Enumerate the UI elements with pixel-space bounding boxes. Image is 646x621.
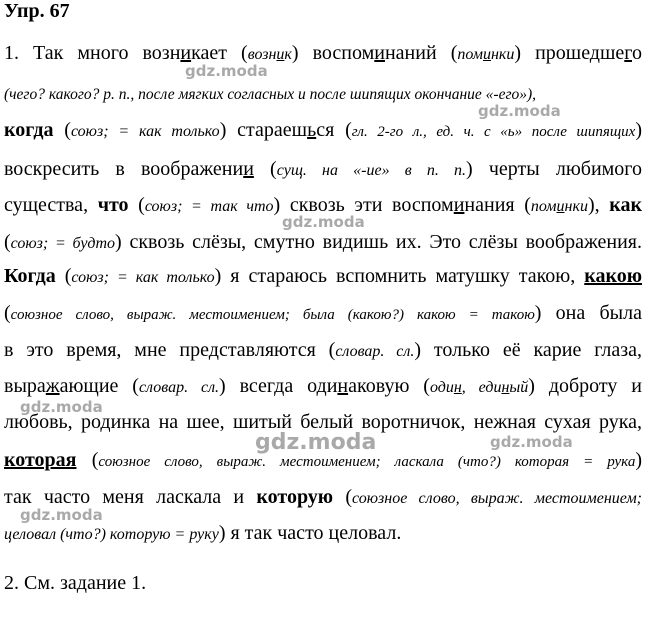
watermark: gdz.moda — [20, 506, 103, 524]
text-line-7: Когда (союз; = как только) я стараюсь вспомнить матушку такою, какою — [4, 265, 642, 287]
text-line-8: (союзное слово, выраж. местоимением; была (какою?) какою = такою) она была — [4, 302, 642, 324]
text-line-3: когда (союз; = как только) стараешься (гл. 2-го л., ед. ч. с «ь» после шипящих) — [4, 119, 642, 141]
exercise-title: Упр. 67 — [4, 0, 70, 22]
text-line-14: целовал (что?) которую = руку) я так часто целовал. — [4, 522, 402, 544]
text-line-5: существа, что (союз; = так что) сквозь эти воспоминания (поминки), как — [4, 194, 642, 216]
text-line-4: воскресить в воображении (сущ. на «-ие» в п. п.) черты любимого — [4, 158, 642, 180]
watermark: gdz.moda — [255, 430, 377, 455]
text-line-2: (чего? какого? р. п., после мягких согласных и после шипящих окончание «-его»), — [4, 86, 537, 103]
text-line-13: так часто меня ласкала и которую (союзное слово, выраж. местоимением; — [4, 486, 642, 508]
text-line-9: в это время, мне представляются (словар. сл.) только её карие глаза, — [4, 339, 642, 361]
watermark: gdz.moda — [20, 398, 103, 416]
text-line-11: любовь, родинка на шее, шитый белый воротничок, нежная сухая рука, — [4, 411, 642, 433]
watermark: gdz.moda — [490, 433, 573, 451]
text-line-1: 1. Так много возникает (возник) воспоминаний (поминки) прошедшего — [4, 42, 642, 64]
text-line-12: которая (союзное слово, выраж. местоимением; ласкала (что?) которая = рука) — [4, 449, 642, 471]
watermark: gdz.moda — [185, 62, 268, 80]
text-line-15: 2. См. задание 1. — [4, 572, 147, 594]
text-line-6: (союз; = будто) сквозь слёзы, смутно видишь их. Это слёзы воображения. — [4, 231, 642, 253]
watermark: gdz.moda — [282, 213, 365, 231]
text-line-10: выражающие (словар. сл.) всегда одинаковую (один, единый) доброту и — [4, 375, 642, 397]
watermark: gdz.moda — [478, 102, 561, 120]
